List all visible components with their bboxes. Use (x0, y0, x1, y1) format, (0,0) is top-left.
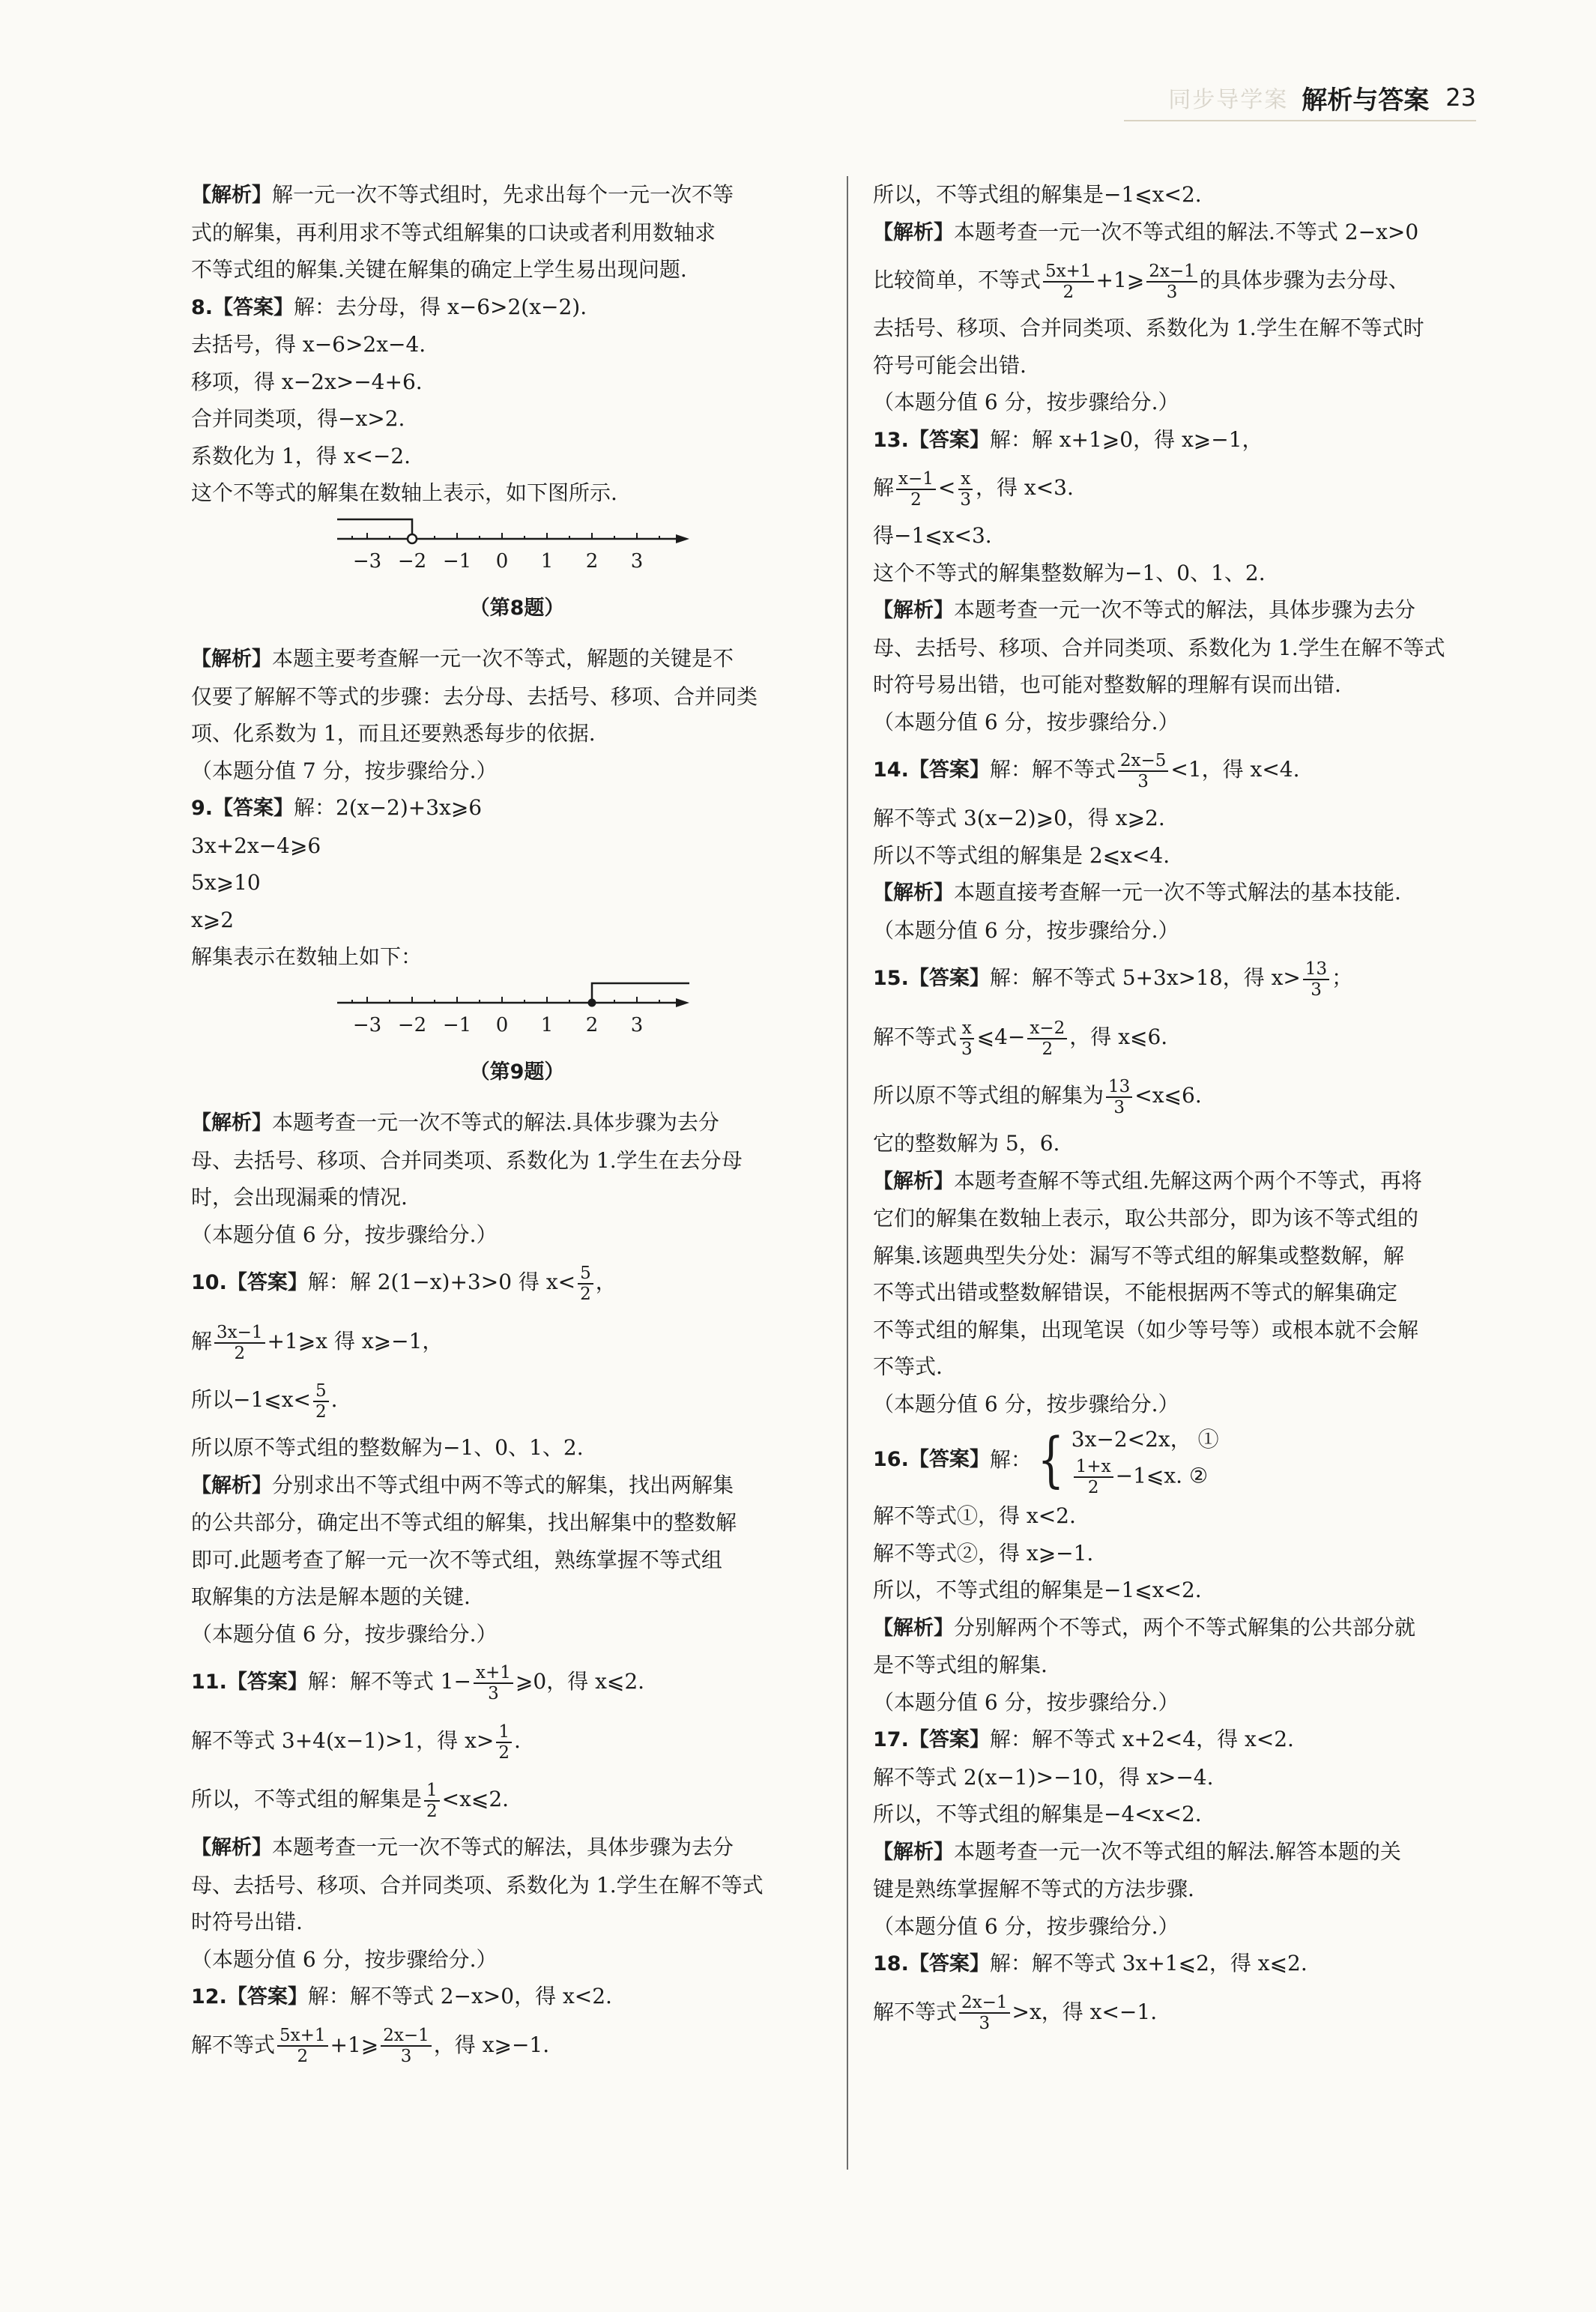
number-line-figure-8 (191, 516, 843, 588)
number-line-figure-9 (191, 980, 843, 1052)
fraction: $\frac{1}{2}$ (496, 1722, 512, 1763)
text-line: 所以，不等式组的解集是−4<x<2. (873, 1802, 1202, 1826)
text-line: 不等式出错或整数解错误，不能根据两不等式的解集确定 (873, 1280, 1398, 1305)
tick-label: −3 (352, 1013, 382, 1036)
score-note: （本题分值 7 分，按步骤给分.） (191, 758, 498, 783)
score-note: （本题分值 6 分，按步骤给分.） (191, 1621, 498, 1647)
text-line: 【解析】本题主要考查解一元一次不等式，解题的关键是不 (191, 646, 734, 671)
text-line: 它的整数解为 5，6. (873, 1131, 1060, 1156)
text-line: 母、去括号、移项、合并同类项、系数化为 1.学生在解不等式 (191, 1872, 764, 1898)
text-line: 【解析】本题考查一元一次不等式的解法，具体步骤为去分 (191, 1835, 734, 1859)
text-line: 解不等式 3+4(x−1)>1，得 x> $\frac{1}{2}$ . (191, 1721, 521, 1763)
answer-10: 10.【答案】解：解 2(1−x)+3>0 得 x< $\frac{5}{2}$ ， (191, 1263, 617, 1304)
text-line: 解不等式①，得 x<2. (873, 1503, 1076, 1528)
text-line: 时符号易出错，也可能对整数解的理解有误而出错. (873, 672, 1341, 697)
score-note: （本题分值 6 分，按步骤给分.） (191, 1946, 498, 1972)
header-faded-text: 同步导学案 (1168, 87, 1289, 113)
brace-icon: { (1037, 1425, 1065, 1494)
number-line-9 (337, 980, 697, 1040)
inequality-system (1032, 1422, 1219, 1497)
answer-14: 14.【答案】解：解不等式 $\frac{2x-5}{3}$ <1，得 x<4. (873, 750, 1300, 791)
text-line: 的公共部分，确定出不等式组的解集，找出解集中的整数解 (191, 1510, 737, 1535)
text-line: 母、去括号、移项、合并同类项、系数化为 1.学生在去分母 (191, 1147, 743, 1173)
tick-label: 3 (630, 1013, 644, 1036)
text-line: 解不等式 $\frac{2x-1}{3}$ >x，得 x<−1. (873, 1993, 1158, 2033)
text-line: 所以，不等式组的解集是−1⩽x<2. (873, 182, 1202, 207)
text-line: 移项，得 x−2x>−4+6. (191, 369, 423, 394)
text-line: 不等式. (873, 1354, 943, 1379)
fraction: $\frac{1}{2}$ (424, 1781, 440, 1821)
score-note: （本题分值 6 分，按步骤给分.） (873, 1913, 1179, 1939)
fraction: $\frac{5}{2}$ (578, 1264, 593, 1304)
tick-label: −1 (442, 1013, 472, 1036)
text-line: 这个不等式的解集整数解为−1、0、1、2. (873, 560, 1266, 585)
text-line: 解不等式 $\frac{x}{3}$ ⩽4− $\frac{x-2}{2}$ ，得 x⩽6. (873, 1018, 1168, 1059)
text-line: 所以不等式组的解集是 2⩽x<4. (873, 842, 1170, 868)
text-line: 【解析】本题考查一元一次不等式的解法，具体步骤为去分 (873, 597, 1416, 622)
text-line: 【解析】本题考查一元一次不等式的解法.具体步骤为去分 (191, 1110, 719, 1135)
tick-label: 2 (585, 549, 599, 573)
text-line: 项、化系数为 1，而且还要熟悉每步的依据. (191, 721, 596, 746)
tick-label: 1 (540, 1013, 554, 1036)
text-line: 得−1⩽x<3. (873, 523, 992, 548)
score-note: （本题分值 6 分，按步骤给分.） (873, 1689, 1179, 1715)
text-line: 【解析】本题考查一元一次不等式组的解法.不等式 2−x>0 (873, 219, 1419, 244)
fraction: $\frac{5x+1}{2}$ (277, 2026, 328, 2066)
text-line: 解不等式②，得 x⩾−1. (873, 1540, 1094, 1566)
column-divider (847, 176, 848, 2170)
text-line: 时符号出错. (191, 1910, 303, 1934)
text-line: 解不等式 3(x−2)⩾0，得 x⩾2. (873, 806, 1165, 830)
answer-16: 16.【答案】 解： { 3x−2<2x， ① $\frac{1+x}{2}$ −1⩽x. ② (873, 1422, 1525, 1497)
fraction: $\frac{5x+1}{2}$ (1043, 262, 1094, 302)
text-line: 系数化为 1，得 x<−2. (191, 443, 411, 468)
text-line: 所以，不等式组的解集是 $\frac{1}{2}$ <x⩽2. (191, 1780, 510, 1821)
fraction: $\frac{13}{3}$ (1106, 1077, 1132, 1117)
text-line: x⩾2 (191, 907, 235, 932)
page-number: 23 (1445, 83, 1476, 112)
answer-15: 15.【答案】解：解不等式 5+3x>18，得 x> $\frac{13}{3}$ ； (873, 959, 1353, 1000)
number-line-8 (337, 516, 697, 576)
text-line: 3x+2x−4⩾6 (191, 833, 321, 858)
text-line: 解不等式 2(x−1)>−10，得 x>−4. (873, 1764, 1214, 1790)
text-line: 它们的解集在数轴上表示，取公共部分，即为该不等式组的 (873, 1206, 1419, 1231)
fraction: $\frac{2x-5}{3}$ (1118, 751, 1169, 791)
tick-label: −2 (397, 1013, 427, 1036)
text-line: 所以−1⩽x< $\frac{5}{2}$ . (191, 1380, 338, 1422)
fraction: $\frac{x}{3}$ (958, 469, 973, 510)
system-row-1: 3x−2<2x， ① (1071, 1427, 1219, 1452)
tick-label: 2 (585, 1013, 599, 1036)
figure-caption-9: （第9题） (469, 1060, 565, 1084)
answer-18: 18.【答案】解：解不等式 3x+1⩽2，得 x⩽2. (873, 1951, 1308, 1976)
text-line: 取解集的方法是解本题的关键. (191, 1584, 471, 1609)
tick-label: −2 (397, 549, 427, 573)
text-line: 【解析】本题考查一元一次不等式组的解法.解答本题的关 (873, 1838, 1401, 1864)
open-point (408, 534, 417, 543)
text-line: 这个不等式的解集在数轴上表示，如下图所示. (191, 480, 617, 505)
tick-label: −1 (442, 549, 472, 573)
text-line: 【解析】本题直接考查解一元一次不等式解法的基本技能. (873, 880, 1401, 905)
text-line: 解 $\frac{x-1}{2}$ < $\frac{x}{3}$ ，得 x<3. (873, 468, 1074, 510)
score-note: （本题分值 6 分，按步骤给分.） (873, 1391, 1179, 1416)
text-line: 【解析】解一元一次不等式组时，先求出每个一元一次不等 (191, 182, 734, 207)
fraction: $\frac{2x-1}{3}$ (959, 1993, 1010, 2033)
text-line: 【解析】分别解两个不等式，两个不等式解集的公共部分就 (873, 1614, 1416, 1640)
text-line: 时，会出现漏乘的情况. (191, 1185, 408, 1210)
score-note: （本题分值 6 分，按步骤给分.） (873, 709, 1179, 734)
text-line: 仅要了解解不等式的步骤：去分母、去括号、移项、合并同类 (191, 683, 758, 709)
solution-ray-8 (337, 519, 412, 536)
text-line: 所以原不等式组的解集为 $\frac{13}{3}$ <x⩽6. (873, 1076, 1202, 1117)
text-line: 【解析】本题考查解不等式组.先解这两个两个不等式，再将 (873, 1168, 1422, 1193)
fraction: $\frac{2x-1}{3}$ (381, 2026, 432, 2066)
fraction: $\frac{1+x}{2}$ (1074, 1457, 1113, 1497)
text-line: 不等式组的解集，出现笔误（如少等号等）或根本就不会解 (873, 1317, 1419, 1342)
tick-label: 0 (495, 1013, 509, 1036)
answer-12: 12.【答案】解：解不等式 2−x>0，得 x<2. (191, 1984, 612, 2008)
page-header (1124, 75, 1476, 121)
text-line: 解集表示在数轴上如下： (191, 944, 423, 969)
score-note: （本题分值 6 分，按步骤给分.） (873, 917, 1179, 943)
tick-label: 3 (630, 549, 644, 573)
text-line: 合并同类项，得−x>2. (191, 406, 405, 431)
fraction: $\frac{2x-1}{3}$ (1146, 262, 1197, 302)
text-line: 5x⩾10 (191, 870, 261, 895)
text-line: 解 $\frac{3x-1}{2}$ +1⩾x 得 x⩾−1， (191, 1322, 444, 1363)
text-line: 键是熟练掌握解不等式的方法步骤. (873, 1877, 1194, 1901)
fraction: $\frac{5}{2}$ (313, 1381, 329, 1422)
system-row-2: $\frac{1+x}{2}$ −1⩽x. ② (1071, 1457, 1219, 1497)
text-line: 去括号、移项、合并同类项、系数化为 1.学生在解不等式时 (873, 316, 1424, 340)
answer-8: 8.【答案】解：去分母，得 x−6>2(x−2). (191, 294, 587, 319)
text-line: 不等式组的解集.关键在解集的确定上学生易出现问题. (191, 257, 687, 282)
right-column (873, 176, 1525, 2041)
text-line: 去括号，得 x−6>2x−4. (191, 332, 426, 357)
tick-label: −3 (352, 549, 382, 573)
fraction: $\frac{x+1}{3}$ (474, 1663, 513, 1703)
figure-caption-8: （第8题） (469, 597, 565, 620)
text-line: 即可.此题考查了解一元一次不等式组，熟练掌握不等式组 (191, 1547, 722, 1572)
text-line: 式的解集，再利用求不等式组解集的口诀或者利用数轴求 (191, 220, 716, 245)
score-note: （本题分值 6 分，按步骤给分.） (191, 1222, 498, 1247)
text-line: 所以原不等式组的整数解为−1、0、1、2. (191, 1435, 584, 1460)
fraction: $\frac{13}{3}$ (1303, 959, 1329, 1000)
fraction: $\frac{3x-1}{2}$ (214, 1323, 265, 1363)
fraction: $\frac{x-2}{2}$ (1027, 1018, 1067, 1059)
fraction: $\frac{x}{3}$ (959, 1018, 975, 1059)
text-line: 【解析】分别求出不等式组中两不等式的解集，找出两解集 (191, 1472, 734, 1497)
answer-13: 13.【答案】解：解 x+1⩾0，得 x⩾−1， (873, 426, 1263, 452)
text-line: 母、去括号、移项、合并同类项、系数化为 1.学生在解不等式 (873, 635, 1445, 660)
tick-label: 0 (495, 549, 509, 573)
fraction: $\frac{x-1}{2}$ (896, 469, 936, 510)
text-line: 符号可能会出错. (873, 352, 1027, 378)
text-line: 所以，不等式组的解集是−1⩽x<2. (873, 1578, 1202, 1602)
text-line: 是不等式组的解集. (873, 1652, 1048, 1677)
text-line: 解集.该题典型失分处：漏写不等式组的解集或整数解，解 (873, 1243, 1404, 1268)
text-line: 比较简单，不等式 $\frac{5x+1}{2}$ +1⩾ $\frac{2x-1}{3}$ 的具体步骤为去分母、 (873, 261, 1409, 302)
answer-9: 9.【答案】解：2(x−2)+3x⩾6 (191, 795, 483, 820)
tick-label: 1 (540, 549, 554, 573)
closed-point (588, 998, 596, 1006)
answer-11: 11.【答案】解：解不等式 1− $\frac{x+1}{3}$ ⩾0，得 x⩽2. (191, 1662, 645, 1703)
score-note: （本题分值 6 分，按步骤给分.） (873, 390, 1179, 414)
left-column (191, 176, 843, 2074)
solution-ray-9 (592, 983, 689, 1003)
answer-17: 17.【答案】解：解不等式 x+2<4，得 x<2. (873, 1727, 1294, 1751)
text-line: 解不等式 $\frac{5x+1}{2}$ +1⩾ $\frac{2x-1}{3}$ ，得 x⩾−1. (191, 2026, 550, 2066)
header-title: 解析与答案 (1302, 85, 1430, 115)
